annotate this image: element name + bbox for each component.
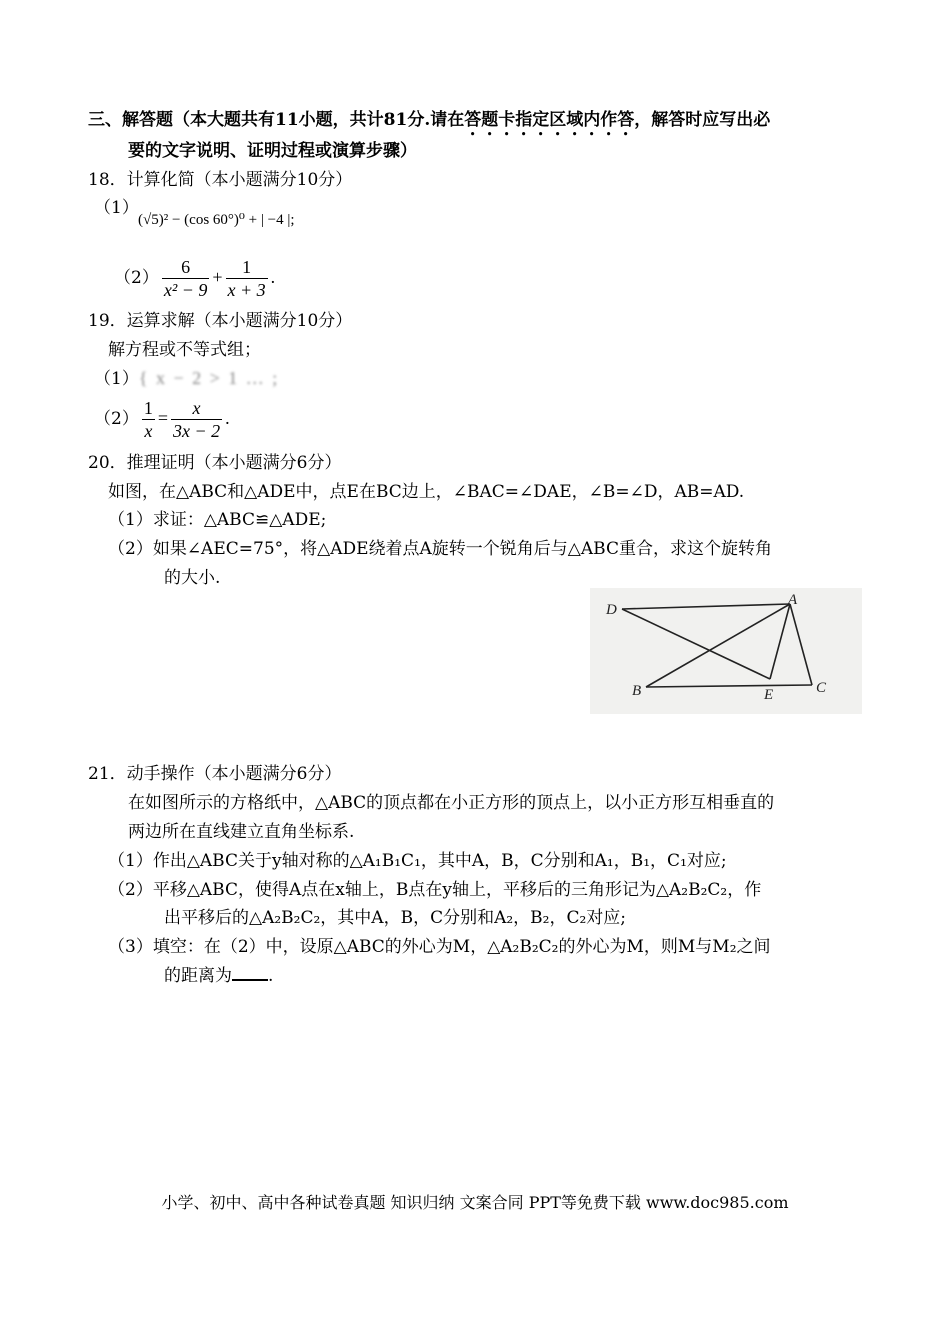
q18-part1-expression: (√5)² − (cos 60°)⁰ + | −4 |; bbox=[138, 212, 295, 228]
plus-sign: + bbox=[212, 267, 223, 287]
fraction-denominator: 3x − 2 bbox=[172, 421, 221, 442]
fraction-numerator: 1 bbox=[242, 257, 252, 278]
segment-AE bbox=[770, 604, 790, 679]
q21-intro-line2: 两边所在直线建立直角坐标系. bbox=[128, 822, 355, 842]
label-C: C bbox=[816, 680, 827, 696]
fraction-denominator: x² − 9 bbox=[163, 280, 208, 301]
q19-title: 19．运算求解（本小题满分10分） bbox=[88, 311, 353, 331]
page-footer: 小学、初中、高中各种试卷真题 知识归纳 文案合同 PPT等免费下载 www.doc985.com bbox=[161, 1193, 789, 1212]
segment-AC bbox=[790, 604, 812, 685]
heading-text: 三、解答题（本大题共有11小题，共计81分.请在 bbox=[88, 110, 465, 130]
q18-part1-label: （1） bbox=[94, 198, 139, 218]
segment-DE bbox=[622, 609, 770, 679]
q19-part1-expression: { x − 2 > 1 … ; bbox=[138, 368, 280, 388]
q19-part1-label: （1） bbox=[94, 369, 139, 389]
section-heading bbox=[88, 108, 770, 140]
q20-intro: 如图，在△ABC和△ADE中，点E在BC边上，∠BAC=∠DAE，∠B=∠D，AB=AD. bbox=[108, 482, 745, 502]
q21-part1: （1）作出△ABC关于y轴对称的△A₁B₁C₁，其中A，B，C分别和A₁，B₁，C₁对应; bbox=[108, 851, 727, 871]
section-heading-line2: 要的文字说明、证明过程或演算步骤） bbox=[128, 141, 417, 161]
segment-BA bbox=[646, 604, 790, 687]
triangle-diagram bbox=[590, 588, 862, 714]
fraction-denominator: x bbox=[142, 419, 155, 442]
q19-part2-expression bbox=[139, 398, 230, 442]
triangle-figure bbox=[590, 588, 862, 714]
q21-intro-line1: 在如图所示的方格纸中，△ABC的顶点都在小正方形的顶点上，以小正方形互相垂直的 bbox=[128, 793, 775, 813]
period: . bbox=[225, 408, 230, 428]
period: . bbox=[268, 966, 274, 986]
fraction-denominator: x + 3 bbox=[227, 280, 266, 301]
q20-part1: （1）求证：△ABC≌△ADE; bbox=[108, 510, 327, 530]
q21-part2-line2: 出平移后的△A₂B₂C₂，其中A，B，C分别和A₂，B₂，C₂对应; bbox=[164, 908, 627, 928]
fraction-numerator: 6 bbox=[181, 257, 191, 278]
segment-BC bbox=[646, 685, 812, 687]
segment-DA bbox=[622, 604, 790, 609]
q20-part2-line1: （2）如果∠AEC=75°，将△ADE绕着点A旋转一个锐角后与△ABC重合，求这个旋转角 bbox=[108, 539, 772, 559]
period: . bbox=[270, 267, 276, 287]
label-D: D bbox=[606, 602, 617, 618]
q21-title: 21．动手操作（本小题满分6分） bbox=[88, 764, 342, 784]
q19-part2 bbox=[94, 393, 230, 444]
q21-part3-text: 的距离为 bbox=[164, 966, 232, 986]
q21-part3-line1: （3）填空：在（2）中，设原△ABC的外心为M，△A₂B₂C₂的外心为M，则M与M₂之间 bbox=[108, 937, 771, 957]
q19-part2-label: （2） bbox=[94, 409, 139, 429]
q21-part2-line1: （2）平移△ABC，使得A点在x轴上，B点在y轴上，平移后的三角形记为△A₂B₂C₂，作 bbox=[108, 880, 762, 900]
fraction-numerator: 1 bbox=[143, 398, 153, 419]
label-E: E bbox=[764, 687, 774, 703]
fraction-numerator: x bbox=[192, 398, 201, 419]
heading-text-end: ，解答时应写出必 bbox=[634, 110, 771, 130]
q18-part2-expression bbox=[159, 257, 276, 301]
equals-sign: = bbox=[157, 408, 168, 428]
heading-emphasis: 答题卡指定区域内作答 bbox=[464, 110, 635, 130]
q21-part3-line2 bbox=[164, 964, 273, 988]
q19-intro: 解方程或不等式组； bbox=[108, 340, 261, 360]
q20-part2-line2: 的大小. bbox=[164, 568, 221, 588]
q20-title: 20．推理证明（本小题满分6分） bbox=[88, 453, 342, 473]
q18-title: 18．计算化简（本小题满分10分） bbox=[88, 170, 353, 190]
q18-part2-label: （2） bbox=[114, 268, 159, 288]
label-B: B bbox=[632, 683, 642, 699]
q18-part2 bbox=[114, 252, 275, 303]
answer-blank[interactable] bbox=[232, 965, 268, 981]
q19-part1 bbox=[94, 366, 279, 391]
label-A: A bbox=[788, 592, 798, 608]
